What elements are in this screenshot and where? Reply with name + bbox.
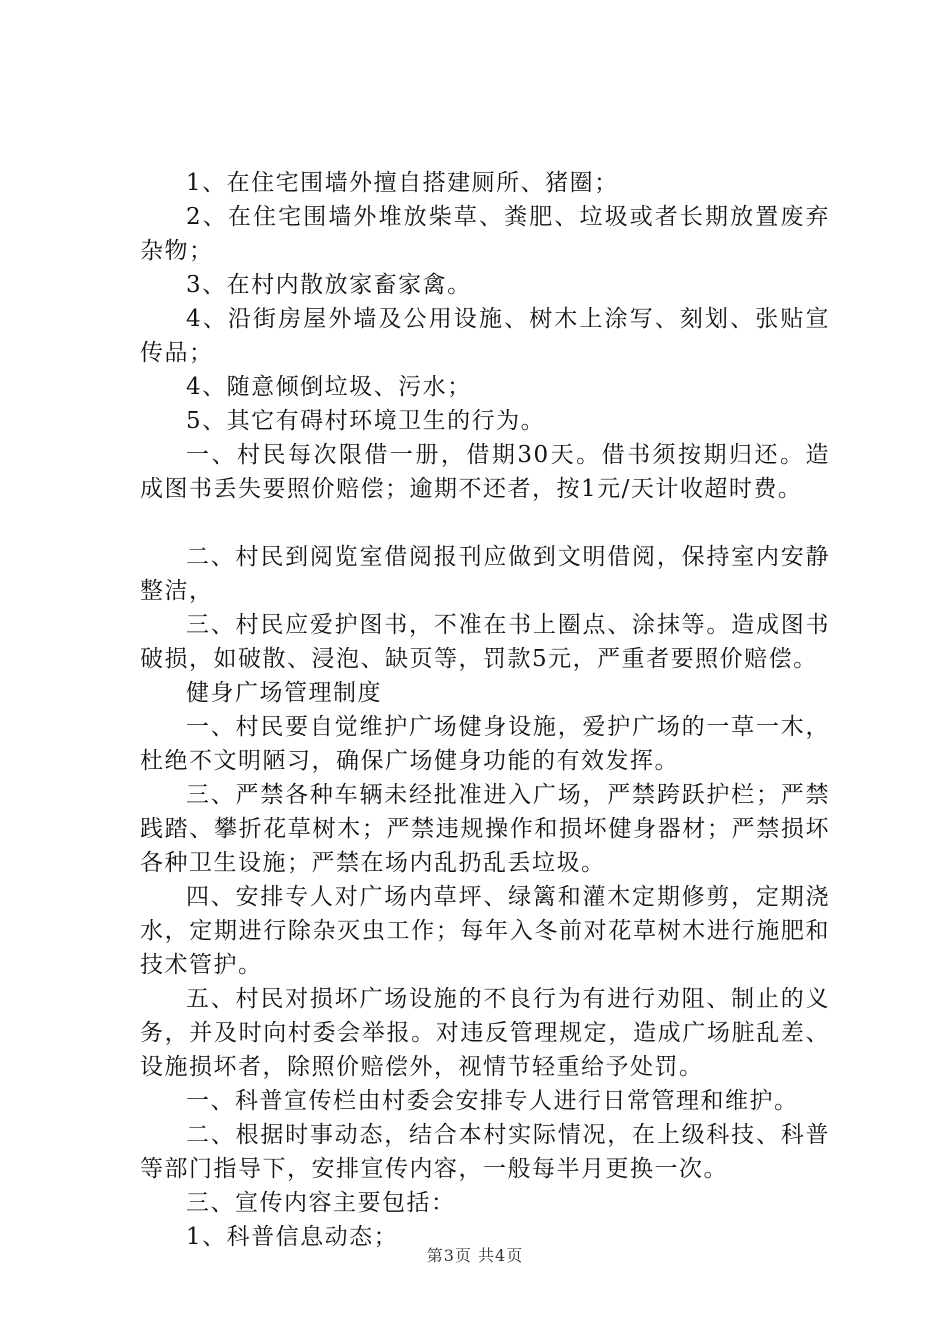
paragraph: 2、在住宅围墙外堆放柴草、粪肥、垃圾或者长期放置废弃杂物； [140, 204, 830, 264]
paragraph: 二、村民到阅览室借阅报刊应做到文明借阅，保持室内安静整洁， [140, 544, 830, 604]
paragraph: 一、科普宣传栏由村委会安排专人进行日常管理和维护。 [186, 1088, 799, 1114]
paragraph: 三、村民应爱护图书，不准在书上圈点、涂抹等。造成图书破损，如破散、浸泡、缺页等，罚款5元，严重者要照价赔偿。 [140, 612, 830, 672]
paragraph: 4、随意倾倒垃圾、污水； [186, 374, 472, 400]
paragraph: 5、其它有碍村环境卫生的行为。 [186, 408, 546, 434]
paragraph: 一、村民要自觉维护广场健身设施，爱护广场的一草一木，杜绝不文明陋习，确保广场健身功能的有效发挥。 [140, 714, 830, 774]
paragraph: 五、村民对损坏广场设施的不良行为有进行劝阻、制止的义务，并及时向村委会举报。对违反管理规定，造成广场脏乱差、设施损坏者，除照价赔偿外，视情节轻重给予处罚。 [140, 986, 830, 1080]
document-body [140, 166, 830, 1254]
paragraph: 3、在村内散放家畜家禽。 [186, 272, 472, 298]
paragraph: 三、宣传内容主要包括： [186, 1190, 456, 1216]
page-number-footer: 第3页 共4页 [426, 1246, 524, 1265]
paragraph: 二、根据时事动态，结合本村实际情况，在上级科技、科普等部门指导下，安排宣传内容，一般每半月更换一次。 [140, 1122, 830, 1182]
paragraph: 4、沿街房屋外墙及公用设施、树木上涂写、刻划、张贴宣传品； [140, 306, 830, 366]
section-heading: 健身广场管理制度 [186, 680, 382, 706]
paragraph: 一、村民每次限借一册，借期30天。借书须按期归还。造成图书丢失要照价赔偿；逾期不还者，按1元/天计收超时费。 [140, 442, 830, 502]
paragraph: 三、严禁各种车辆未经批准进入广场，严禁跨跃护栏；严禁践踏、攀折花草树木；严禁违规操作和损坏健身器材；严禁损坏各种卫生设施；严禁在场内乱扔乱丢垃圾。 [140, 782, 830, 876]
paragraph: 1、在住宅围墙外擅自搭建厕所、猪圈； [186, 170, 619, 196]
paragraph: 1、科普信息动态； [186, 1224, 399, 1250]
paragraph: 四、安排专人对广场内草坪、绿篱和灌木定期修剪，定期浇水，定期进行除杂灭虫工作；每年入冬前对花草树木进行施肥和技术管护。 [140, 884, 830, 978]
